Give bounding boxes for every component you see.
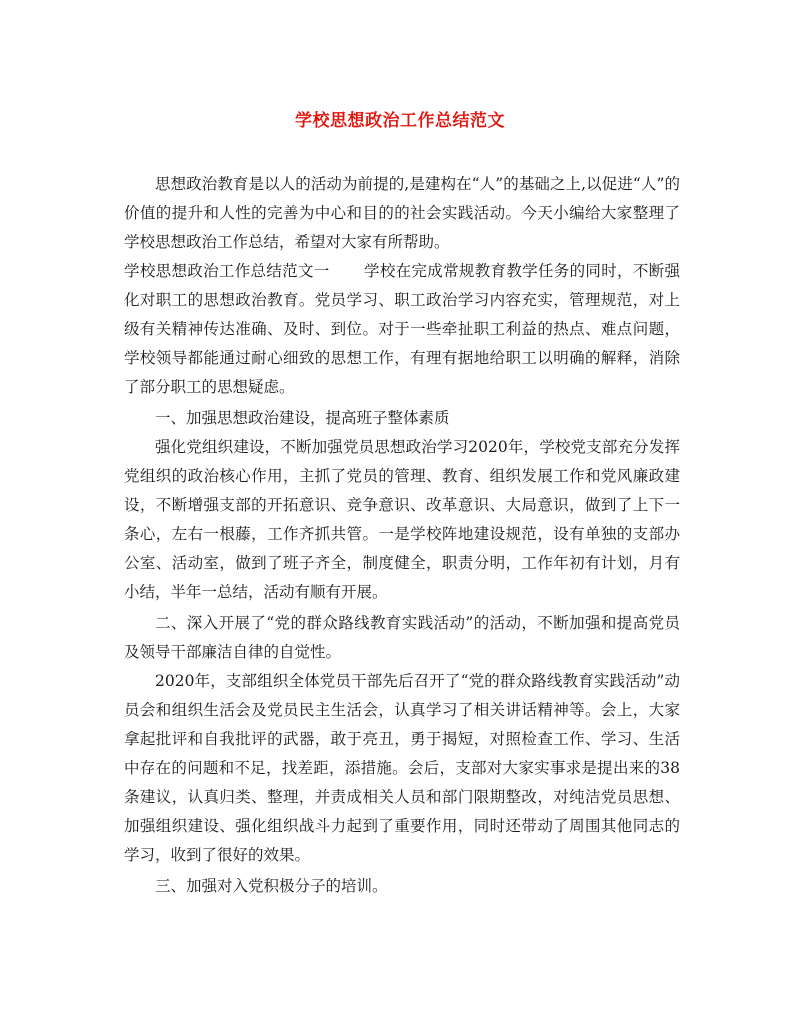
section3-heading: 三、加强对入党积极分子的培训。 xyxy=(155,877,388,895)
document-body xyxy=(124,170,680,901)
sample-intro: 学校在完成常规教育教学任务的同时，不断强化对职工的思想政治教育。党员学习、职工政治学习内容充实，管理规范，对上级有关精神传达准确、及时、到位。对于一些牵扯职工利益的热点、难点问题，学校领导都能通过耐心细致的思想工作，有理有据地给职工以明确的解释，消除了部分职工的思想疑虑。 xyxy=(124,262,680,396)
section2-body: 2020年，支部组织全体党员干部先后召开了“党的群众路线教育实践活动”动员会和组织生活会及党员民主生活会，认真学习了相关讲话精神等。会上，大家拿起批评和自我批评的武器，敢于亮丑，勇于揭短，对照检查工作、学习、生活中存在的问题和不足，找差距，添措施。会后，支部对大家实事求是提出来的38条建议，认真归类、整理，并责成相关人员和部门限期整改，对纯洁党员思想、加强组织建设、强化组织战斗力起到了重要作用，同时还带动了周围其他同志的学习，收到了很好的效果。 xyxy=(124,672,680,864)
section2-heading: 二、深入开展了“党的群众路线教育实践活动”的活动，不断加强和提高党员及领导干部廉洁自律的自觉性。 xyxy=(124,614,680,661)
section1-heading: 一、加强思想政治建设，提高班子整体素质 xyxy=(155,409,450,427)
intro-paragraph: 思想政治教育是以人的活动为前提的,是建构在“人”的基础之上,以促进“人”的价值的提升和人性的完善为中心和目的的社会实践活动。今天小编给大家整理了学校思想政治工作总结，希望对大家有所帮助。 xyxy=(124,175,680,251)
document-title: 学校思想政治工作总结范文 xyxy=(295,111,505,131)
sample-heading: 学校思想政治工作总结范文一 xyxy=(124,262,330,280)
section1-body: 强化党组织建设，不断加强党员思想政治学习2020年，学校党支部充分发挥党组织的政治核心作用，主抓了党员的管理、教育、组织发展工作和党风廉政建设，不断增强支部的开拓意识、竞争意识、改革意识、大局意识，做到了上下一条心，左右一根藤，工作齐抓共管。一是学校阵地建设规范，设有单独的支部办公室、活动室，做到了班子齐全，制度健全，职责分明，工作年初有计划，月有小结，半年一总结，活动有顺有开展。 xyxy=(124,438,680,601)
sample-paragraph xyxy=(124,257,680,402)
